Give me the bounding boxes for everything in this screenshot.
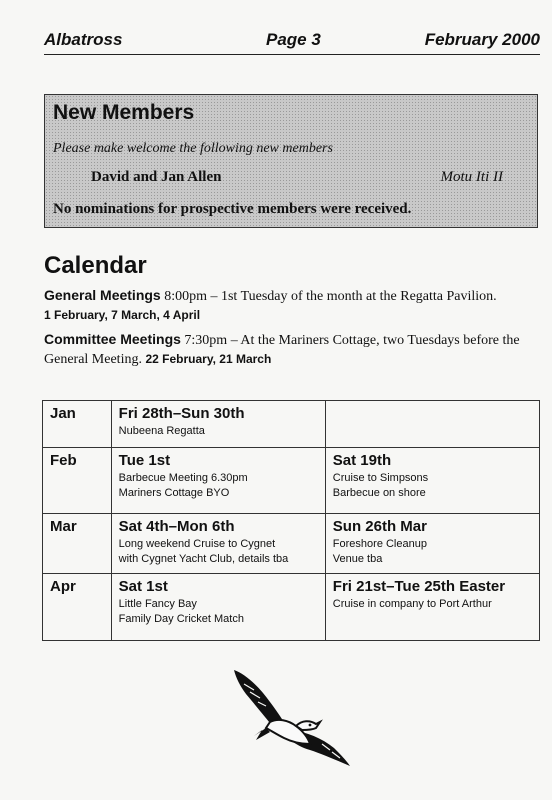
table-row: [43, 448, 540, 514]
event-detail: with Cygnet Yacht Club, details tba: [118, 553, 289, 565]
member-name: David and Jan Allen: [91, 169, 222, 185]
event-title: Sun 26th Mar: [332, 518, 427, 535]
new-members-intro: Please make welcome the following new members: [53, 141, 333, 156]
committee-meetings: [44, 330, 542, 369]
month-cell: Jan: [43, 401, 112, 448]
event-cell: [325, 448, 539, 514]
new-members-box: [44, 94, 538, 228]
general-meetings-label: General Meetings: [44, 287, 161, 303]
nominations-note: No nominations for prospective members were received.: [53, 201, 412, 217]
event-detail: Mariners Cottage BYO: [118, 487, 230, 499]
table-row: [43, 514, 540, 574]
event-cell-empty: [325, 401, 539, 448]
event-cell: [111, 574, 325, 641]
general-meetings-text: 8:00pm – 1st Tuesday of the month at the Regatta Pavilion.: [164, 289, 497, 304]
event-title: Fri 21st–Tue 25th Easter: [332, 578, 506, 595]
member-boat: Motu Iti II: [440, 169, 503, 185]
event-cell: [111, 401, 325, 448]
month-cell: Mar: [43, 514, 112, 574]
event-title: Tue 1st: [118, 452, 171, 469]
newsletter-title: Albatross: [44, 30, 123, 49]
committee-meetings-text: 7:30pm – At the Mariners Cottage, two Tuesdays before the General Meeting.: [44, 333, 520, 367]
event-title: Fri 28th–Sun 30th: [118, 405, 245, 422]
event-detail: Little Fancy Bay: [118, 598, 197, 610]
event-detail: Cruise in company to Port Arthur: [332, 598, 492, 610]
event-detail: Foreshore Cleanup: [332, 538, 427, 550]
table-row: [43, 574, 540, 641]
page-number: Page 3: [266, 30, 321, 49]
event-detail: Long weekend Cruise to Cygnet: [118, 538, 276, 550]
event-cell: [325, 514, 539, 574]
committee-meetings-label: Committee Meetings: [44, 331, 181, 347]
general-meetings: [44, 286, 542, 325]
event-detail: Barbecue on shore: [332, 487, 426, 499]
event-title: Sat 19th: [332, 452, 392, 469]
page-header: [44, 28, 540, 55]
calendar-table: [42, 400, 540, 641]
event-cell: [111, 448, 325, 514]
event-cell: [111, 514, 325, 574]
event-detail: Cruise to Simpsons: [332, 472, 429, 484]
calendar-heading: Calendar: [44, 252, 147, 279]
committee-meetings-dates: 22 February, 21 March: [145, 352, 272, 366]
event-title: Sat 1st: [118, 578, 168, 595]
event-cell: [325, 574, 539, 641]
event-detail: Barbecue Meeting 6.30pm: [118, 472, 248, 484]
albatross-bird-icon: [226, 664, 354, 772]
new-members-title: New Members: [53, 101, 195, 124]
event-title: Sat 4th–Mon 6th: [118, 518, 235, 535]
month-cell: Apr: [43, 574, 112, 641]
event-detail: Nubeena Regatta: [118, 425, 205, 437]
month-cell: Feb: [43, 448, 112, 514]
issue-date: February 2000: [424, 30, 540, 49]
general-meetings-dates: 1 February, 7 March, 4 April: [44, 308, 201, 322]
table-row: [43, 401, 540, 448]
event-detail: Venue tba: [332, 553, 383, 565]
event-detail: Family Day Cricket Match: [118, 613, 244, 625]
